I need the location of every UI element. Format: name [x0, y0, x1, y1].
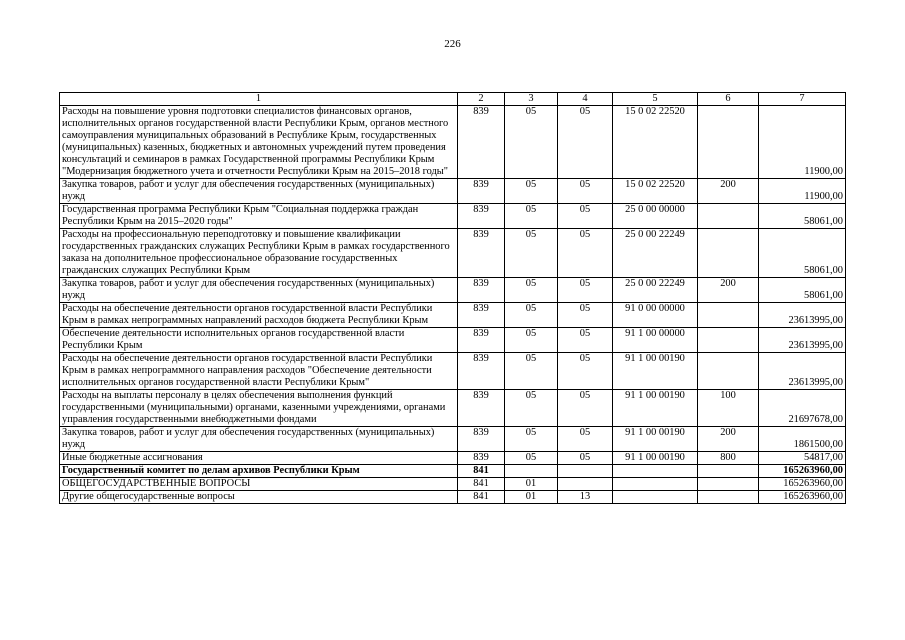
table-row	[60, 390, 846, 427]
subsection-code-cell	[558, 478, 613, 491]
amount-cell: 165263960,00	[759, 478, 846, 491]
expense-type-cell: 800	[698, 452, 759, 465]
column-header: 1	[60, 93, 458, 106]
amount-cell: 165263960,00	[759, 491, 846, 504]
expense-type-cell: 200	[698, 179, 759, 204]
row-name-cell: Обеспечение деятельности исполнительных органов государственной власти Республики Крым	[60, 328, 458, 353]
ministry-code-cell: 841	[458, 478, 505, 491]
ministry-code-cell: 841	[458, 491, 505, 504]
subsection-code-cell: 05	[558, 179, 613, 204]
amount-cell: 165263960,00	[759, 465, 846, 478]
page-number: 226	[444, 38, 461, 50]
table-row	[60, 106, 846, 179]
section-code-cell	[505, 465, 558, 478]
row-name-cell: Расходы на профессиональную переподготовку и повышение квалификации государственных гражданских служащих Республики Крым в рамках государственного заказа на дополнительное профессиональное образование государственных гражданских служащих Республики Крым	[60, 229, 458, 278]
section-code-cell: 05	[505, 106, 558, 179]
amount-cell: 58061,00	[759, 229, 846, 278]
target-article-cell: 91 1 00 00190	[613, 353, 698, 390]
target-article-cell	[613, 491, 698, 504]
expense-type-cell	[698, 478, 759, 491]
expense-type-cell: 100	[698, 390, 759, 427]
target-article-cell: 91 1 00 00190	[613, 452, 698, 465]
ministry-code-cell: 839	[458, 452, 505, 465]
table-row	[60, 303, 846, 328]
ministry-code-cell: 839	[458, 303, 505, 328]
column-header: 5	[613, 93, 698, 106]
section-code-cell: 05	[505, 179, 558, 204]
budget-table	[59, 92, 846, 504]
expense-type-cell	[698, 303, 759, 328]
target-article-cell	[613, 478, 698, 491]
amount-cell: 23613995,00	[759, 303, 846, 328]
amount-cell: 23613995,00	[759, 353, 846, 390]
row-name-cell: Государственный комитет по делам архивов Республики Крым	[60, 465, 458, 478]
subsection-code-cell: 05	[558, 328, 613, 353]
table-row	[60, 478, 846, 491]
ministry-code-cell: 839	[458, 229, 505, 278]
subsection-code-cell: 05	[558, 427, 613, 452]
expense-type-cell	[698, 353, 759, 390]
section-code-cell: 05	[505, 390, 558, 427]
ministry-code-cell: 839	[458, 106, 505, 179]
amount-cell: 58061,00	[759, 278, 846, 303]
row-name-cell: ОБЩЕГОСУДАРСТВЕННЫЕ ВОПРОСЫ	[60, 478, 458, 491]
section-code-cell: 05	[505, 353, 558, 390]
column-header: 2	[458, 93, 505, 106]
target-article-cell: 25 0 00 00000	[613, 204, 698, 229]
subsection-code-cell: 05	[558, 303, 613, 328]
target-article-cell: 15 0 02 22520	[613, 106, 698, 179]
row-name-cell: Расходы на обеспечение деятельности органов государственной власти Республики Крым в рамках непрограммного направления расходов "Обеспечение деятельности исполнительных органов государственной власти Республики Крым"	[60, 353, 458, 390]
table-row	[60, 452, 846, 465]
table-row	[60, 491, 846, 504]
row-name-cell: Расходы на выплаты персоналу в целях обеспечения выполнения функций государственными (муниципальными) органами, казенными учреждениями, органами управления государственными внебюджетными фондами	[60, 390, 458, 427]
target-article-cell: 91 1 00 00190	[613, 427, 698, 452]
section-code-cell: 01	[505, 478, 558, 491]
column-header: 3	[505, 93, 558, 106]
subsection-code-cell: 05	[558, 390, 613, 427]
amount-cell: 58061,00	[759, 204, 846, 229]
target-article-cell: 91 0 00 00000	[613, 303, 698, 328]
section-code-cell: 05	[505, 452, 558, 465]
target-article-cell: 91 1 00 00190	[613, 390, 698, 427]
target-article-cell	[613, 465, 698, 478]
column-header: 6	[698, 93, 759, 106]
subsection-code-cell: 05	[558, 452, 613, 465]
row-name-cell: Закупка товаров, работ и услуг для обеспечения государственных (муниципальных) нужд	[60, 278, 458, 303]
ministry-code-cell: 839	[458, 278, 505, 303]
subsection-code-cell: 05	[558, 106, 613, 179]
row-name-cell: Другие общегосударственные вопросы	[60, 491, 458, 504]
table-row	[60, 229, 846, 278]
subsection-code-cell: 05	[558, 229, 613, 278]
target-article-cell: 25 0 00 22249	[613, 229, 698, 278]
subsection-code-cell	[558, 465, 613, 478]
table-row	[60, 427, 846, 452]
expense-type-cell	[698, 328, 759, 353]
expense-type-cell: 200	[698, 427, 759, 452]
row-name-cell: Иные бюджетные ассигнования	[60, 452, 458, 465]
table-row	[60, 328, 846, 353]
subsection-code-cell: 13	[558, 491, 613, 504]
expense-type-cell	[698, 229, 759, 278]
table-row	[60, 179, 846, 204]
section-code-cell: 01	[505, 491, 558, 504]
table-row	[60, 465, 846, 478]
ministry-code-cell: 839	[458, 179, 505, 204]
expense-type-cell: 200	[698, 278, 759, 303]
section-code-cell: 05	[505, 204, 558, 229]
section-code-cell: 05	[505, 427, 558, 452]
row-name-cell: Закупка товаров, работ и услуг для обеспечения государственных (муниципальных) нужд	[60, 427, 458, 452]
section-code-cell: 05	[505, 328, 558, 353]
ministry-code-cell: 839	[458, 390, 505, 427]
table-row	[60, 353, 846, 390]
target-article-cell: 91 1 00 00000	[613, 328, 698, 353]
ministry-code-cell: 841	[458, 465, 505, 478]
amount-cell: 23613995,00	[759, 328, 846, 353]
table-body	[60, 106, 846, 504]
expense-type-cell	[698, 204, 759, 229]
ministry-code-cell: 839	[458, 204, 505, 229]
expense-type-cell	[698, 465, 759, 478]
target-article-cell: 15 0 02 22520	[613, 179, 698, 204]
row-name-cell: Государственная программа Республики Крым "Социальная поддержка граждан Республики Крым на 2015–2020 годы"	[60, 204, 458, 229]
subsection-code-cell: 05	[558, 278, 613, 303]
amount-cell: 54817,00	[759, 452, 846, 465]
column-header: 4	[558, 93, 613, 106]
row-name-cell: Закупка товаров, работ и услуг для обеспечения государственных (муниципальных) нужд	[60, 179, 458, 204]
amount-cell: 1861500,00	[759, 427, 846, 452]
expense-type-cell	[698, 491, 759, 504]
ministry-code-cell: 839	[458, 353, 505, 390]
expense-type-cell	[698, 106, 759, 179]
table-header-row	[60, 93, 846, 106]
target-article-cell: 25 0 00 22249	[613, 278, 698, 303]
table-row	[60, 278, 846, 303]
table-row	[60, 204, 846, 229]
column-header: 7	[759, 93, 846, 106]
section-code-cell: 05	[505, 229, 558, 278]
ministry-code-cell: 839	[458, 427, 505, 452]
section-code-cell: 05	[505, 278, 558, 303]
amount-cell: 11900,00	[759, 106, 846, 179]
amount-cell: 11900,00	[759, 179, 846, 204]
row-name-cell: Расходы на обеспечение деятельности органов государственной власти Республики Крым в рамках непрограммных направлений расходов бюджета Республики Крым	[60, 303, 458, 328]
ministry-code-cell: 839	[458, 328, 505, 353]
subsection-code-cell: 05	[558, 204, 613, 229]
subsection-code-cell: 05	[558, 353, 613, 390]
amount-cell: 21697678,00	[759, 390, 846, 427]
section-code-cell: 05	[505, 303, 558, 328]
row-name-cell: Расходы на повышение уровня подготовки специалистов финансовых органов, исполнительных органов государственной власти Республики Крым, органов местного самоуправления муниципальных образований в Республике Крым, государственных (муниципальных) казенных, бюджетных и автономных учреждений путем проведения консультаций и семинаров в рамках Государственной программы Республики Крым "Модернизация бюджетного учета и отчетности Республики Крым на 2015–2018 годы"	[60, 106, 458, 179]
